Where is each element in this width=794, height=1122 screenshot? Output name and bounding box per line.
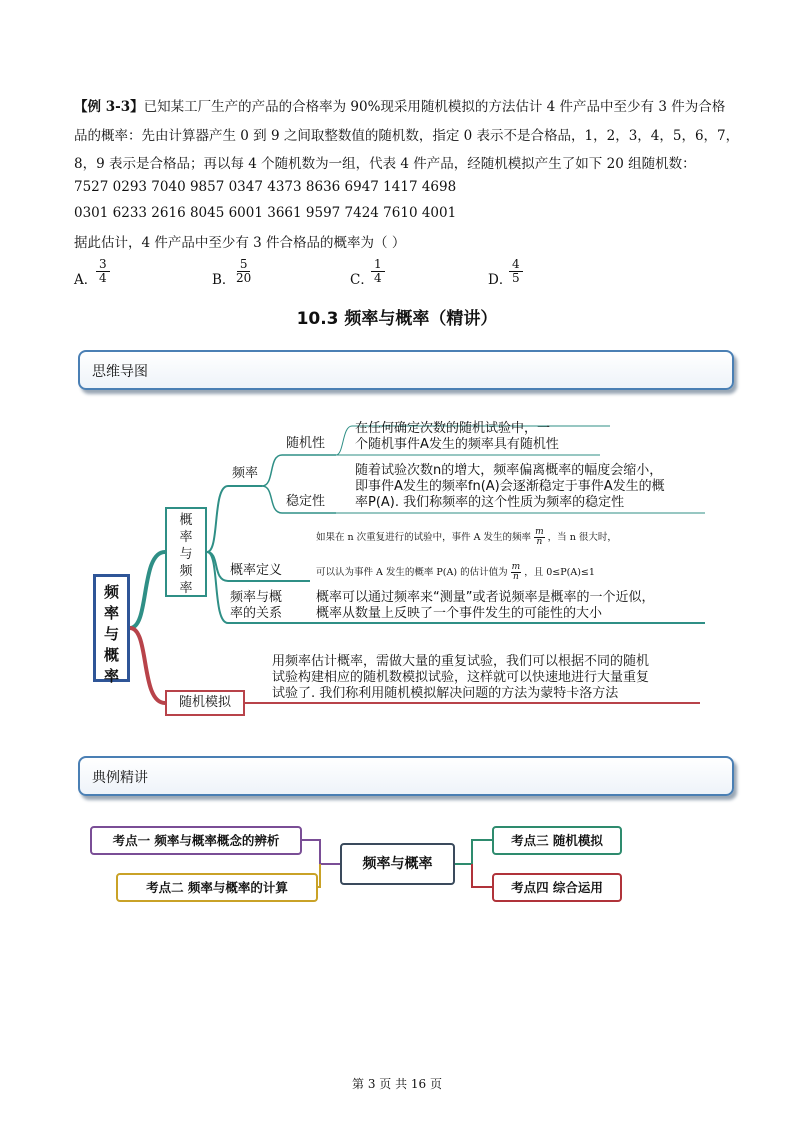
- label-randomness: 随机性: [286, 436, 326, 451]
- mindmap-banner-label: 思维导图: [92, 364, 148, 380]
- keypoints-center: 频率与概率: [340, 843, 455, 885]
- mindmap-branch-simulation: 随机模拟: [165, 690, 245, 716]
- option-c-fraction: $\frac{1}{4}$: [371, 258, 385, 285]
- option-d-label: D．: [488, 272, 513, 288]
- relation-text: 概率可以通过频率来“测量”或者说频率是概率的一个近似， 概率从数量上反映了一个事件发生的可能性的大小: [316, 590, 655, 621]
- option-c-label: C．: [350, 272, 374, 288]
- example-tag: 【例 3-3】: [74, 99, 144, 115]
- label-relation: 频率与概 率的关系: [230, 590, 283, 621]
- keypoint-3: 考点三 随机模拟: [492, 826, 622, 855]
- example-line-1: 【例 3-3】已知某工厂生产的产品的合格率为 90%现采用随机模拟的方法估计 4 件产品中至少有 3 件为合格: [74, 99, 726, 115]
- example-line-2: 品的概率：先由计算器产生 0 到 9 之间取整数值的随机数，指定 0 表示不是合格品，1，2，3，4，5，6，7，: [74, 128, 740, 144]
- random-numbers-1: 7527 0293 7040 9857 0347 4373 8636 6947 1417 4698: [74, 179, 457, 195]
- keypoint-4: 考点四 综合运用: [492, 873, 622, 902]
- option-a-label: A．: [74, 272, 98, 288]
- option-b-fraction: $\frac{5}{20}$: [236, 257, 252, 285]
- random-numbers-2: 0301 6233 2616 8045 6001 3661 9597 7424 7610 4001: [74, 205, 457, 221]
- question: 据此估计，4 件产品中至少有 3 件合格品的概率为（ ）: [74, 235, 406, 251]
- page-footer: 第 3 页 共 16 页: [352, 1077, 442, 1091]
- examples-banner-label: 典例精讲: [92, 770, 148, 786]
- mindmap-root: 频 率 与 概 率: [93, 574, 130, 682]
- option-d-fraction: $\frac{4}{5}$: [509, 258, 523, 285]
- label-frequency: 频率: [232, 466, 259, 481]
- label-probability-definition: 概率定义: [230, 563, 283, 578]
- simulation-text: 用频率估计概率，需做大量的重复试验，我们可以根据不同的随机 试验构建相应的随机数模拟试验，这样就可以快速地进行大量重复 试验了. 我们称利用随机模拟解决问题的方法为蒙特卡洛方法: [272, 654, 650, 701]
- section-title: 10.3 频率与概率（精讲）: [296, 309, 498, 329]
- mindmap-branch-concept: 概 率 与 频 率: [165, 507, 207, 597]
- label-stability: 稳定性: [286, 494, 326, 509]
- option-a-fraction: $\frac{3}{4}$: [96, 258, 110, 285]
- example-line-3: 8，9 表示是合格品；再以每 4 个随机数为一组，代表 4 件产品，经随机模拟产生了如下 20 组随机数：: [74, 156, 696, 172]
- stability-text: 随着试验次数n的增大，频率偏离概率的幅度会缩小， 即事件A发生的频率fn(A)会逐渐稳定于事件A发生的概 率P(A). 我们称频率的这个性质为频率的稳定性: [355, 463, 665, 510]
- randomness-text: 在任何确定次数的随机试验中，一 个随机事件A发生的频率具有随机性: [355, 421, 559, 452]
- definition-text-2: 可以认为事件 A 发生的概率 P(A) 的估计值为 $\frac{m}{n}$ ，且 0≤P(A)≤1: [316, 562, 595, 582]
- keypoint-1: 考点一 频率与概率概念的辨析: [90, 826, 302, 855]
- definition-text-1: 如果在 n 次重复进行的试验中，事件 A 发生的频率 $\frac{m}{n}$ ，当 n 很大时，: [316, 527, 617, 547]
- keypoint-2: 考点二 频率与概率的计算: [116, 873, 318, 902]
- option-b-label: B．: [212, 272, 236, 288]
